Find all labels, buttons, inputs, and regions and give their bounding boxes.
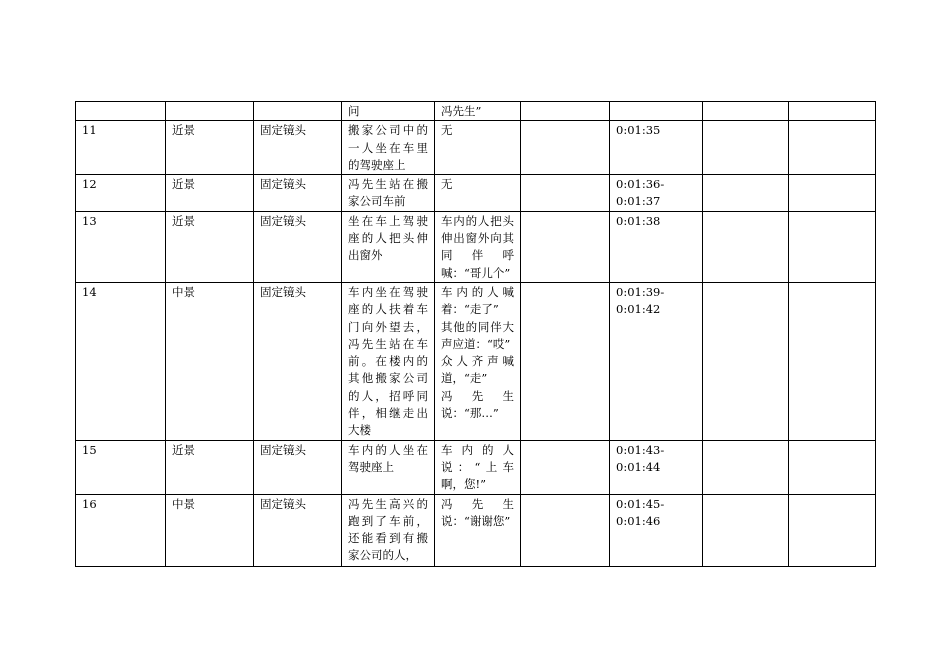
blank-cell bbox=[703, 102, 789, 121]
camera-move-cell: 固定镜头 bbox=[254, 494, 342, 566]
table-row bbox=[76, 175, 876, 212]
shot-size-cell: 近景 bbox=[166, 121, 254, 175]
timecode-cell: 0:01:35 bbox=[610, 121, 703, 175]
timecode-cell: 0:01:38 bbox=[610, 211, 703, 282]
shot-size-cell bbox=[166, 102, 254, 121]
shot-content-cell: 车内的人坐在驾驶座上 bbox=[342, 440, 435, 494]
timecode-cell: 0:01:45-0:01:46 bbox=[610, 494, 703, 566]
shot-content-cell: 车内坐在驾驶座的人扶着车门向外望去，冯先生站在车前。在楼内的其他搬家公司的人，招呼同伴，相继走出大楼 bbox=[342, 282, 435, 440]
blank-cell bbox=[521, 494, 610, 566]
camera-move-cell: 固定镜头 bbox=[254, 282, 342, 440]
shot-size-cell: 近景 bbox=[166, 175, 254, 212]
blank-cell bbox=[789, 211, 876, 282]
shot-content-cell: 冯先生高兴的跑到了车前，还能看到有搬家公司的人， bbox=[342, 494, 435, 566]
camera-move-cell bbox=[254, 102, 342, 121]
blank-cell bbox=[521, 211, 610, 282]
timecode-cell: 0:01:39-0:01:42 bbox=[610, 282, 703, 440]
shot-size-cell: 中景 bbox=[166, 494, 254, 566]
table-row bbox=[76, 440, 876, 494]
blank-cell bbox=[521, 440, 610, 494]
blank-cell bbox=[703, 175, 789, 212]
blank-cell bbox=[703, 440, 789, 494]
blank-cell bbox=[703, 121, 789, 175]
table-row bbox=[76, 494, 876, 566]
camera-move-cell: 固定镜头 bbox=[254, 211, 342, 282]
dialogue-cell: 车内的人说：“上车啊，您!” bbox=[435, 440, 521, 494]
blank-cell bbox=[789, 282, 876, 440]
blank-cell bbox=[521, 102, 610, 121]
blank-cell bbox=[789, 121, 876, 175]
shot-size-cell: 近景 bbox=[166, 440, 254, 494]
shot-number-cell bbox=[76, 102, 166, 121]
camera-move-cell: 固定镜头 bbox=[254, 121, 342, 175]
shot-number-cell: 14 bbox=[76, 282, 166, 440]
blank-cell bbox=[521, 282, 610, 440]
shot-number-cell: 12 bbox=[76, 175, 166, 212]
table-row bbox=[76, 121, 876, 175]
shot-content-cell: 搬家公司中的一人坐在车里的驾驶座上 bbox=[342, 121, 435, 175]
shot-content-cell: 坐在车上驾驶座的人把头伸出窗外 bbox=[342, 211, 435, 282]
blank-cell bbox=[789, 175, 876, 212]
shot-content-cell: 问 bbox=[342, 102, 435, 121]
blank-cell bbox=[521, 175, 610, 212]
dialogue-cell: 无 bbox=[435, 175, 521, 212]
table-body bbox=[76, 102, 876, 567]
shot-number-cell: 15 bbox=[76, 440, 166, 494]
timecode-cell: 0:01:43-0:01:44 bbox=[610, 440, 703, 494]
storyboard-table bbox=[75, 101, 876, 567]
blank-cell bbox=[521, 121, 610, 175]
shot-size-cell: 近景 bbox=[166, 211, 254, 282]
shot-content-cell: 冯先生站在搬家公司车前 bbox=[342, 175, 435, 212]
dialogue-cell: 冯先生说：“谢谢您” bbox=[435, 494, 521, 566]
table-row bbox=[76, 211, 876, 282]
blank-cell bbox=[789, 494, 876, 566]
shot-number-cell: 13 bbox=[76, 211, 166, 282]
dialogue-cell: 冯先生” bbox=[435, 102, 521, 121]
timecode-cell: 0:01:36-0:01:37 bbox=[610, 175, 703, 212]
shot-number-cell: 11 bbox=[76, 121, 166, 175]
blank-cell bbox=[789, 440, 876, 494]
table-row bbox=[76, 282, 876, 440]
blank-cell bbox=[789, 102, 876, 121]
timecode-cell bbox=[610, 102, 703, 121]
table-row bbox=[76, 102, 876, 121]
camera-move-cell: 固定镜头 bbox=[254, 440, 342, 494]
camera-move-cell: 固定镜头 bbox=[254, 175, 342, 212]
blank-cell bbox=[703, 282, 789, 440]
blank-cell bbox=[703, 494, 789, 566]
shot-number-cell: 16 bbox=[76, 494, 166, 566]
blank-cell bbox=[703, 211, 789, 282]
dialogue-cell: 无 bbox=[435, 121, 521, 175]
dialogue-cell: 车内的人喊着：“走了” 其他的同伴大声应道：“哎” 众人齐声喊道，“走” 冯先生说：“那…” bbox=[435, 282, 521, 440]
shot-size-cell: 中景 bbox=[166, 282, 254, 440]
dialogue-cell: 车内的人把头伸出窗外向其同伴呼喊：“哥儿个” bbox=[435, 211, 521, 282]
